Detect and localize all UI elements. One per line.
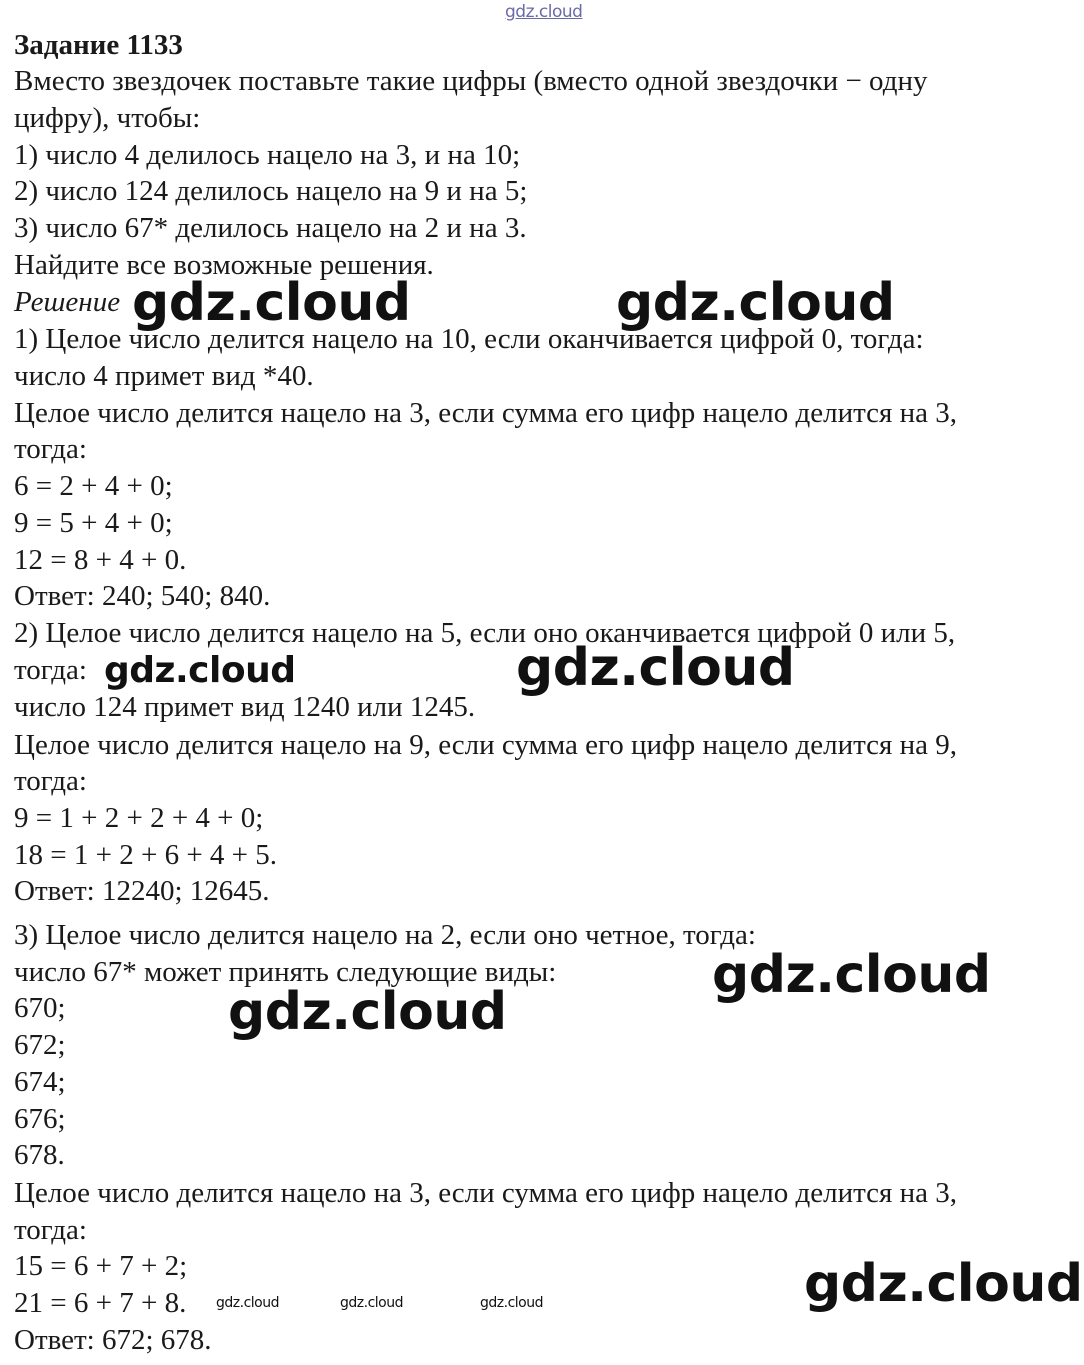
solution-line: Целое число делится нацело на 3, если сумма его цифр нацело делится на 3,: [14, 1177, 958, 1209]
solution-line: 2) Целое число делится нацело на 5, если оно оканчивается цифрой 0 или 5,: [14, 617, 956, 649]
watermark: gdz.cloud: [132, 273, 411, 333]
watermark: gdz.cloud: [104, 650, 296, 691]
watermark: gdz.cloud: [340, 1295, 403, 1311]
number-line: 676;: [14, 1103, 66, 1135]
watermark: gdz.cloud: [804, 1254, 1083, 1314]
number-line: 678.: [14, 1139, 65, 1171]
watermark: gdz.cloud: [216, 1295, 279, 1311]
watermark: gdz.cloud: [480, 1295, 543, 1311]
answer-line: Ответ: 672; 678.: [14, 1324, 212, 1356]
solution-line: Целое число делится нацело на 3, если сумма его цифр нацело делится на 3,: [14, 397, 958, 429]
equation-line: 9 = 5 + 4 + 0;: [14, 507, 173, 539]
solution-line: число 67* может принять следующие виды:: [14, 956, 557, 988]
header-watermark: gdz.cloud: [505, 2, 583, 22]
answer-line: Ответ: 12240; 12645.: [14, 875, 270, 907]
solution-line: 1) Целое число делится нацело на 10, если оканчивается цифрой 0, тогда:: [14, 323, 924, 355]
watermark: gdz.cloud: [616, 273, 895, 333]
task-statement-line: 1) число 4 делилось нацело на 3, и на 10;: [14, 139, 521, 171]
solution-line: тогда:: [14, 433, 87, 465]
equation-line: 18 = 1 + 2 + 6 + 4 + 5.: [14, 839, 278, 871]
equation-line: 15 = 6 + 7 + 2;: [14, 1250, 188, 1282]
task-statement-line: 3) число 67* делилось нацело на 2 и на 3.: [14, 212, 527, 244]
solution-line: число 124 примет вид 1240 или 1245.: [14, 691, 476, 723]
solution-line: число 4 примет вид *40.: [14, 360, 314, 392]
number-line: 672;: [14, 1029, 66, 1061]
task-statement-line: Найдите все возможные решения.: [14, 249, 434, 281]
task-statement-line: 2) число 124 делилось нацело на 9 и на 5;: [14, 175, 528, 207]
solution-label: Решение: [14, 286, 121, 318]
number-line: 674;: [14, 1066, 66, 1098]
solution-line: 3) Целое число делится нацело на 2, если оно четное, тогда:: [14, 919, 756, 951]
task-title: Задание 1133: [14, 29, 183, 61]
solution-line: тогда:: [14, 765, 87, 797]
equation-line: 12 = 8 + 4 + 0.: [14, 544, 187, 576]
solution-line: Целое число делится нацело на 9, если сумма его цифр нацело делится на 9,: [14, 729, 958, 761]
task-statement-line: Вместо звездочек поставьте такие цифры (вместо одной звездочки − одну: [14, 65, 928, 97]
answer-line: Ответ: 240; 540; 840.: [14, 580, 271, 612]
watermark: gdz.cloud: [228, 982, 507, 1042]
number-line: 670;: [14, 992, 66, 1024]
task-statement-line: цифру), чтобы:: [14, 102, 201, 134]
solution-line: тогда:: [14, 1214, 87, 1246]
solution-line: тогда:: [14, 654, 87, 686]
watermark: gdz.cloud: [712, 945, 991, 1005]
equation-line: 9 = 1 + 2 + 2 + 4 + 0;: [14, 802, 264, 834]
equation-line: 21 = 6 + 7 + 8.: [14, 1287, 187, 1319]
equation-line: 6 = 2 + 4 + 0;: [14, 470, 173, 502]
watermark: gdz.cloud: [516, 638, 795, 698]
